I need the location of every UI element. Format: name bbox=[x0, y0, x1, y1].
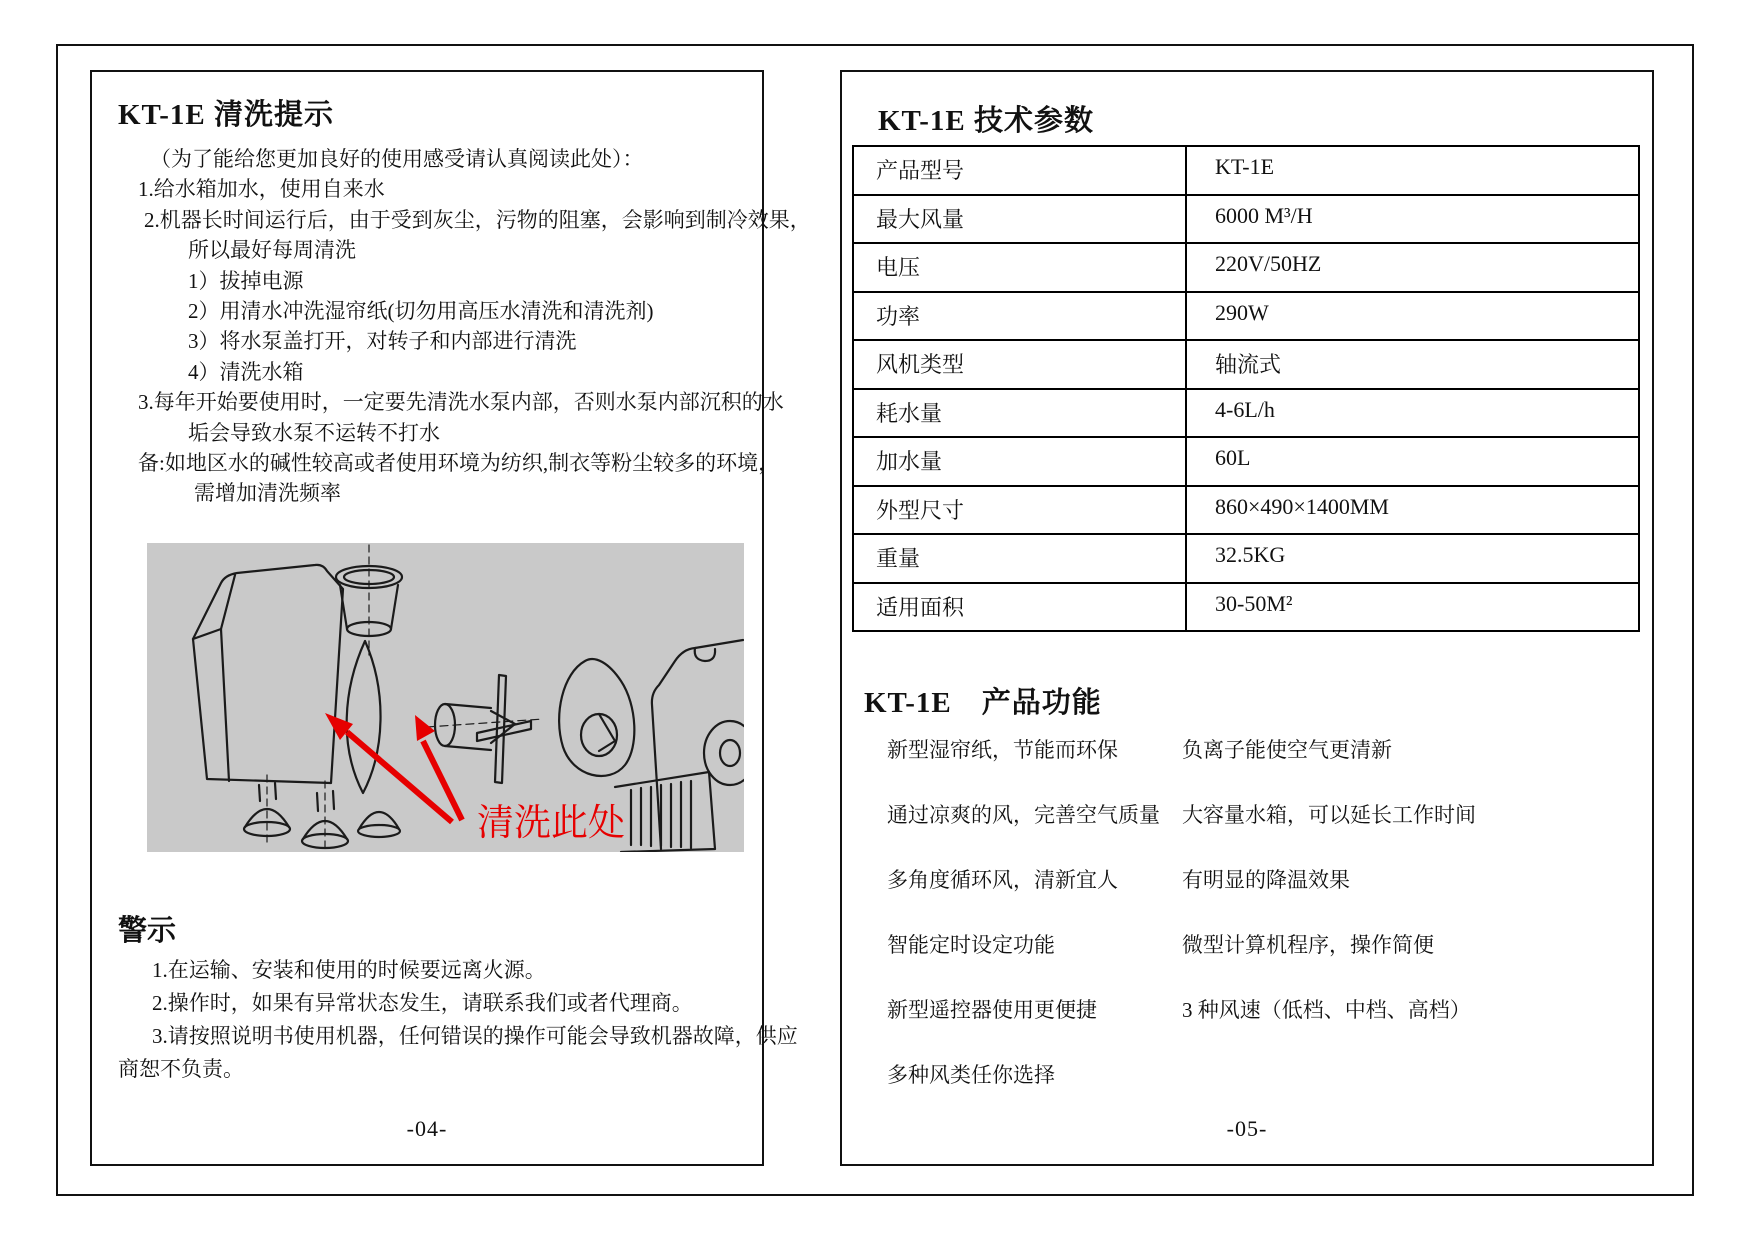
feature-right bbox=[1182, 1059, 1627, 1124]
spec-value: 860×490×1400MM bbox=[1186, 486, 1639, 535]
spec-label: 重量 bbox=[853, 534, 1186, 583]
spec-table bbox=[852, 145, 1640, 632]
warning-line: 2.操作时，如果有异常状态发生，请联系我们或者代理商。 bbox=[152, 991, 693, 1015]
pump-housing bbox=[652, 640, 743, 849]
spec-row bbox=[853, 292, 1639, 341]
spec-label: 电压 bbox=[853, 243, 1186, 292]
spec-label: 外型尺寸 bbox=[853, 486, 1186, 535]
instruction-line: 备:如地区水的碱性较高或者使用环境为纺织,制衣等粉尘较多的环境， bbox=[138, 451, 780, 476]
spec-value: 6000 M³/H bbox=[1186, 195, 1639, 244]
instruction-line: 1.给水箱加水，使用自来水 bbox=[138, 177, 385, 202]
spec-label: 最大风量 bbox=[853, 195, 1186, 244]
warning-title: 警示 bbox=[118, 915, 177, 947]
page-left bbox=[90, 70, 811, 1166]
spec-row bbox=[853, 195, 1639, 244]
feature-grid bbox=[887, 734, 1627, 1124]
spec-value: 220V/50HZ bbox=[1186, 243, 1639, 292]
spec-row bbox=[853, 583, 1639, 632]
feature-left: 通过凉爽的风，完善空气质量 bbox=[887, 803, 1160, 827]
feature-right: 负离子能使空气更清新 bbox=[1182, 738, 1392, 762]
spec-value: 60L bbox=[1186, 437, 1639, 486]
feature-right: 有明显的降温效果 bbox=[1182, 868, 1350, 892]
feature-right: 微型计算机程序，操作简便 bbox=[1182, 933, 1434, 957]
spec-value: 4-6L/h bbox=[1186, 389, 1639, 438]
spec-row bbox=[853, 486, 1639, 535]
spec-value: 290W bbox=[1186, 292, 1639, 341]
functions-title: KT-1E 产品功能 bbox=[864, 687, 1102, 719]
feature-left: 智能定时设定功能 bbox=[887, 933, 1055, 957]
instruction-line: 所以最好每周清洗 bbox=[188, 238, 356, 263]
spec-label: 风机类型 bbox=[853, 340, 1186, 389]
feature-left: 新型湿帘纸，节能而环保 bbox=[887, 738, 1118, 762]
page-number-right: -05- bbox=[1226, 1116, 1268, 1141]
instruction-line: 4）清洗水箱 bbox=[188, 359, 304, 384]
cleaning-instructions bbox=[118, 144, 811, 509]
spec-value: KT-1E bbox=[1186, 146, 1639, 195]
spec-label: 加水量 bbox=[853, 437, 1186, 486]
feature-left: 多种风类任你选择 bbox=[887, 1063, 1055, 1087]
instruction-line: 垢会导致水泵不运转不打水 bbox=[188, 420, 440, 445]
pump-exploded-drawing bbox=[147, 543, 744, 852]
warning-line: 商恕不负责。 bbox=[118, 1057, 244, 1081]
warning-line: 1.在运输、安装和使用的时候要远离火源。 bbox=[152, 958, 546, 982]
instruction-line: 3）将水泵盖打开，对转子和内部进行清洗 bbox=[188, 329, 577, 354]
pump-impeller bbox=[435, 704, 455, 746]
spec-value: 30-50M² bbox=[1186, 583, 1639, 632]
spec-row bbox=[853, 389, 1639, 438]
spec-label: 适用面积 bbox=[853, 583, 1186, 632]
spec-row bbox=[853, 146, 1639, 195]
spec-row bbox=[853, 534, 1639, 583]
spec-row bbox=[853, 437, 1639, 486]
feature-left: 多角度循环风，清新宜人 bbox=[887, 868, 1118, 892]
spec-title: KT-1E 技术参数 bbox=[878, 105, 1094, 137]
figure-caption-red: 清洗此处 bbox=[477, 803, 625, 844]
warning-line: 3.请按照说明书使用机器，任何错误的操作可能会导致机器故障，供应 bbox=[152, 1024, 798, 1048]
spec-row bbox=[853, 340, 1639, 389]
instruction-line: 2.机器长时间运行后，由于受到灰尘，污物的阻塞，会影响到制冷效果， bbox=[144, 207, 811, 232]
instruction-line: 2）用清水冲洗湿帘纸(切勿用高压水清洗和清洗剂) bbox=[188, 299, 654, 324]
feature-right: 3 种风速（低档、中档、高档） bbox=[1182, 998, 1471, 1022]
feature-left: 新型遥控器使用更便捷 bbox=[887, 998, 1097, 1022]
spec-label: 功率 bbox=[853, 292, 1186, 341]
pump-figure bbox=[147, 543, 744, 852]
pump-body bbox=[193, 565, 343, 783]
instruction-line: （为了能给您更加良好的使用感受请认真阅读此处）： bbox=[150, 147, 644, 171]
page-right bbox=[840, 70, 1654, 1166]
instruction-line: 需增加清洗频率 bbox=[194, 481, 341, 506]
spec-value: 32.5KG bbox=[1186, 534, 1639, 583]
spec-value: 轴流式 bbox=[1186, 340, 1639, 389]
instruction-line: 3.每年开始要使用时，一定要先清洗水泵内部，否则水泵内部沉积的水 bbox=[138, 390, 784, 415]
pump-cover bbox=[559, 659, 634, 776]
cleaning-title: KT-1E 清洗提示 bbox=[118, 99, 334, 131]
spec-label: 耗水量 bbox=[853, 389, 1186, 438]
feature-right: 大容量水箱，可以延长工作时间 bbox=[1182, 803, 1476, 827]
instruction-line: 1）拔掉电源 bbox=[188, 268, 304, 293]
spec-row bbox=[853, 243, 1639, 292]
page-number-left: -04- bbox=[406, 1116, 448, 1141]
warning-list bbox=[118, 954, 798, 1086]
spec-label: 产品型号 bbox=[853, 146, 1186, 195]
